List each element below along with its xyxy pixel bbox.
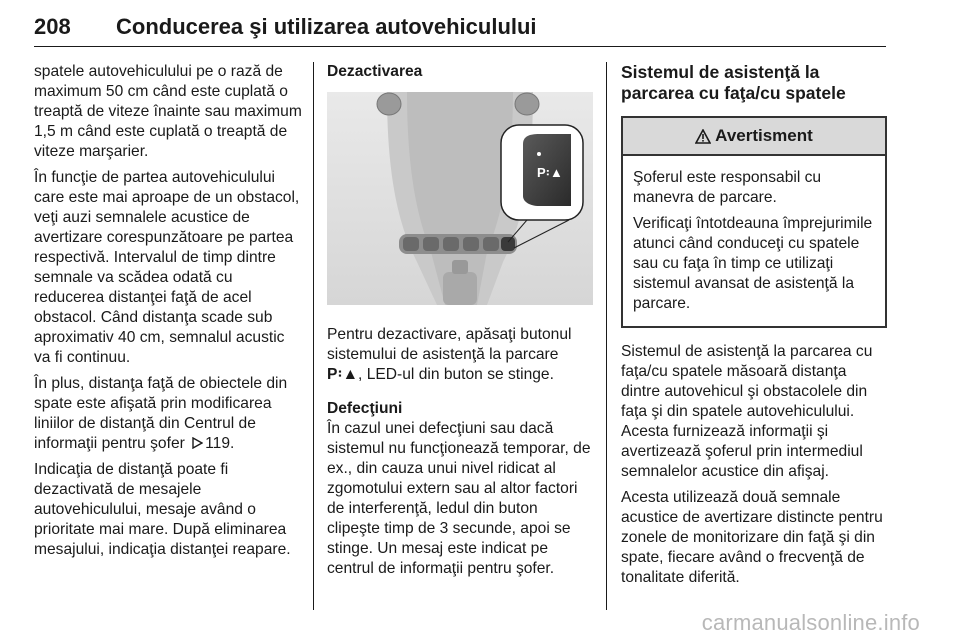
paragraph-text: Pentru dezactivare, apăsaţi butonul sistemului de asistenţă la parcare	[327, 326, 572, 363]
watermark-text: carmanualsonline.info	[701, 610, 920, 635]
column-right	[621, 62, 887, 594]
warning-header	[623, 118, 885, 156]
page-number: 208	[34, 14, 71, 39]
parking-assist-icon[interactable]: P꞉▲	[537, 165, 563, 180]
column-divider	[313, 62, 314, 610]
section-heading: Dezactivarea	[327, 63, 423, 80]
center-console-illustration	[327, 92, 593, 305]
paragraph: Acesta utilizează două semnale acustice de avertizare distincte pentru zonele de monitorizare din faţă şi din spate, fiecare având o frecvenţă de tonalitate diferită.	[621, 489, 883, 586]
paragraph-text: , LED-ul din buton se stinge.	[358, 366, 554, 383]
faults-text: În cazul unei defecţiuni sau dacă sistemul nu funcţionează temporar, de ex., din cauza unui nivel ridicat al zgomotului extern sau al altor factori de interferenţă, ledul din buton clipeşte timp de 3 secunde, apoi se stinge. Un mesaj este indicat pe centrul de informaţii pentru şofer.	[327, 420, 591, 577]
chapter-title: Conducerea şi utilizarea autovehiculului	[116, 14, 537, 39]
warning-triangle-icon	[695, 129, 711, 144]
console-button-figure	[327, 92, 593, 305]
warning-body	[623, 156, 885, 326]
section-title: Sistemul de asistenţă la parcarea cu faţa/cu spatele	[621, 62, 846, 103]
paragraph: spatele autovehiculului pe o rază de maximum 50 cm când este cuplată o treaptă de viteze înainte sau maximum 1,5 m când este cuplată o treaptă de viteze marşarier.	[34, 63, 302, 160]
arrow-ref-icon	[192, 437, 203, 449]
paragraph: În funcţie de partea autovehiculului care este mai aproape de un obstacol, veţi auzi semnalele acustice de avertizare corespunzătoare pe partea respectivă. Intervalul de timp dintre semnale va scădea odată cu reducerea distanţei faţă de acel obstacol. Când distanţa scade sub aproximativ 40 cm, semnalul acustic va fi continuu.	[34, 169, 300, 366]
paragraph: Verificaţi întotdeauna împrejurimile atunci când conduceţi cu spatele sau cu faţa în timp ce utilizaţi sistemul avansat de asistenţă la parcare.	[633, 215, 873, 312]
paragraph-text: În plus, distanţa faţă de obiectele din spate este afişată prin modificarea liniilor de distanţă din Centrul de informaţii pentru şofer	[34, 375, 288, 452]
paragraph	[327, 399, 593, 579]
column-divider	[606, 62, 607, 610]
column-left	[34, 62, 304, 566]
paragraph	[34, 374, 304, 454]
page-reference[interactable]: 119.	[205, 435, 235, 452]
paragraph	[327, 325, 593, 385]
warning-box	[621, 116, 887, 328]
page-header	[34, 6, 886, 47]
faults-heading: Defecţiuni	[327, 400, 403, 417]
led-indicator	[537, 152, 541, 156]
paragraph: Sistemul de asistenţă la parcarea cu faţa/cu spatele măsoară distanţa dintre autovehicul şi obstacolele din faţa şi din spatele autovehiculului. Acesta furnizează informaţii şi avertizează şoferul prin intermediul semnalelor acustice din afişaj.	[621, 343, 873, 480]
column-middle	[327, 62, 593, 585]
parking-assist-icon: P꞉▲	[327, 366, 359, 383]
warning-title: Avertisment	[715, 126, 813, 145]
paragraph: Şoferul este responsabil cu manevra de parcare.	[633, 169, 822, 206]
paragraph: Indicaţia de distanţă poate fi dezactivată de mesajele autovehiculului, mesaje având o prioritate mai mare. După eliminarea mesajului, indicaţia distanţei reapare.	[34, 461, 291, 558]
